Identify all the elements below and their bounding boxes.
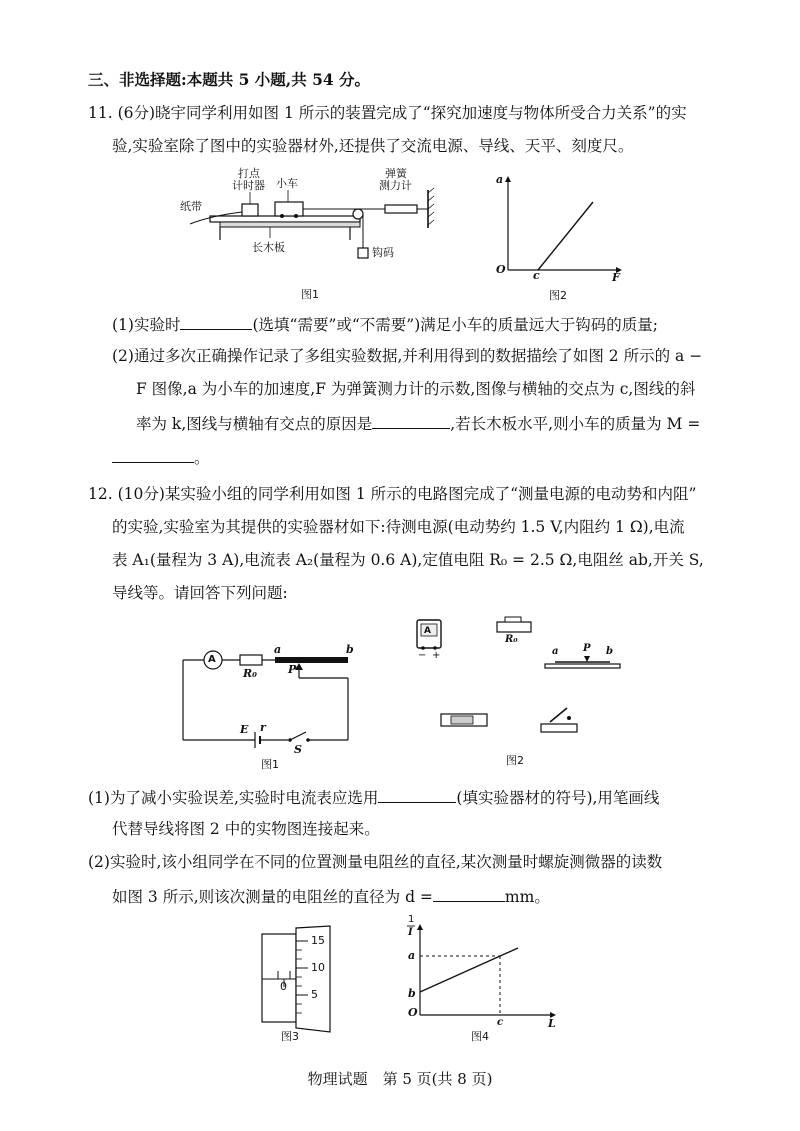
q11-part2-line1: (2)通过多次正确操作记录了多组实验数据,并利用得到的数据描绘了如图 2 所示的 a − — [112, 347, 703, 365]
q11-part1-text-a: (1)实验时 — [112, 316, 181, 334]
q11-part2-line3 — [136, 412, 700, 434]
q12-micrometer-tick-5: 5 — [311, 988, 318, 1001]
q11-label-timer-1: 打点 — [238, 167, 260, 180]
q12-fig4-y-den: I — [408, 927, 413, 938]
q12-stem-line2: 的实验,实验室为其提供的实验器材如下:待测电源(电动势约 1.5 V,内阻约 1 Ω),电流 — [112, 518, 685, 536]
q12-circuit-end-a: a — [274, 643, 282, 656]
q11-af-line — [538, 202, 593, 270]
q12-part2-text-b: mm。 — [504, 888, 550, 906]
q12-micrometer-drawing — [252, 924, 362, 1042]
q12-part2-line2 — [112, 885, 550, 907]
q11-label-spring-2: 测力计 — [379, 179, 412, 192]
q12-micrometer-tick-0: 0 — [280, 980, 287, 993]
q12-fig2-meter-a: A — [424, 626, 431, 636]
q11-label-timer-2: 计时器 — [232, 179, 265, 192]
q12-fig2-wire-p: P — [583, 643, 591, 654]
q11-fig2-origin: O — [496, 263, 506, 276]
q12-stem-line4: 导线等。请回答下列问题: — [112, 584, 288, 602]
q12-circuit-slider: P — [288, 663, 297, 676]
q11-label-weight: 钩码 — [372, 246, 394, 259]
q12-micrometer-tick-10: 10 — [311, 961, 325, 974]
q12-equipment-wire — [545, 664, 620, 668]
q12-part2-text-a: 如图 3 所示,则该次测量的电阻丝的直径为 d = — [112, 888, 433, 906]
q11-part2-text-b: ,若长木板水平,则小车的质量为 M = — [450, 415, 701, 433]
q11-stem-line2: 验,实验室除了图中的实验器材外,还提供了交流电源、导线、天平、刻度尺。 — [112, 137, 634, 155]
q12-circuit-internal-r: r — [260, 721, 266, 734]
q11-stem-line1: 11. (6分)晓宇同学利用如图 1 所示的装置完成了“探究加速度与物体所受合力关系”的实 — [88, 104, 687, 122]
q11-fig2-intercept: c — [533, 269, 540, 282]
page-footer: 物理试题 第 5 页(共 8 页) — [307, 1070, 493, 1088]
q11-af-graph — [488, 170, 628, 305]
q11-fig2-yaxis: a — [496, 173, 504, 186]
q12-micrometer-tick-15: 15 — [311, 934, 325, 947]
q12-part1-blank[interactable] — [378, 786, 456, 803]
q12-circuit-r0: R₀ — [243, 667, 257, 680]
q11-part2-blank-mass[interactable] — [112, 446, 194, 463]
q12-stem-line1: 12. (10分)某实验小组的同学利用如图 1 所示的电路图完成了“测量电源的电动势和内阻” — [88, 485, 697, 503]
q12-fig2-terminal-plus: + — [432, 650, 441, 661]
q12-part1-line1 — [88, 786, 659, 808]
q11-label-board: 长木板 — [252, 241, 285, 254]
q11-figure2-graph — [488, 170, 628, 305]
q12-circuit-ammeter: A — [208, 654, 216, 665]
q11-figure1-apparatus — [180, 168, 440, 303]
q12-fig2-terminal-minus: − — [418, 650, 427, 661]
q12-figure2-equipment — [405, 612, 635, 772]
q11-label-tape: 纸带 — [180, 200, 202, 213]
q11-part2-end: 。 — [194, 449, 210, 467]
q12-fig4-origin: O — [408, 1006, 418, 1019]
q12-equipment-drawing — [405, 612, 635, 772]
q12-circuit-end-b: b — [346, 643, 354, 656]
q12-il-line — [420, 948, 518, 992]
q11-part2-text-a: 率为 k,图线与横轴有交点的原因是 — [136, 415, 373, 433]
q12-part2-blank[interactable] — [433, 885, 505, 902]
q12-figure3-micrometer — [252, 924, 362, 1042]
q12-fig4-y-num: 1 — [408, 914, 415, 925]
q12-figure1-circuit — [180, 640, 360, 770]
q12-fig4-x-c: c — [497, 1017, 504, 1028]
section-title: 三、非选择题:本题共 5 小题,共 54 分。 — [88, 70, 371, 89]
q12-circuit-switch: S — [294, 743, 302, 756]
q11-figure2-caption: 图2 — [549, 289, 567, 302]
q11-fig2-xaxis: F — [612, 271, 620, 284]
q12-figure4-caption: 图4 — [471, 1030, 489, 1043]
q11-label-cart: 小车 — [276, 177, 298, 190]
q12-fig4-y-b: b — [408, 987, 416, 1000]
q12-circuit-emf: E — [240, 723, 249, 736]
q11-part2-line2: F 图像,a 为小车的加速度,F 为弹簧测力计的示数,图像与横轴的交点为 c,图线的斜 — [136, 380, 696, 398]
q12-part2-line1: (2)实验时,该小组同学在不同的位置测量电阻丝的直径,某次测量时螺旋测微器的读数 — [88, 853, 663, 871]
q11-part1 — [112, 313, 658, 335]
q11-label-spring-1: 弹簧 — [385, 167, 407, 180]
q12-fig4-y-a: a — [408, 949, 416, 962]
q12-part1-text-b: (填实验器材的符号),用笔画线 — [456, 789, 660, 807]
q12-part1-text-a: (1)为了减小实验误差,实验时电流表应选用 — [88, 789, 379, 807]
q12-fig2-r0: R₀ — [505, 634, 518, 645]
q12-figure3-caption: 图3 — [281, 1030, 299, 1043]
q12-fig4-x-axis: L — [548, 1017, 556, 1030]
q12-figure1-caption: 图1 — [261, 758, 279, 771]
q12-circuit-drawing — [180, 640, 360, 770]
q12-figure4-graph — [400, 910, 565, 1042]
q11-part1-text-b: (选填“需要”或“不需要”)满足小车的质量远大于钩码的质量; — [252, 316, 658, 334]
q12-fig2-wire-b: b — [606, 646, 613, 657]
q12-part1-line2: 代替导线将图 2 中的实物图连接起来。 — [112, 820, 380, 838]
q12-fig2-wire-a: a — [552, 646, 559, 657]
q12-stem-line3: 表 A₁(量程为 3 A),电流表 A₂(量程为 0.6 A),定值电阻 R₀ = 2.5 Ω,电阻丝 ab,开关 S, — [112, 551, 704, 569]
q12-equipment-r0 — [497, 622, 531, 632]
q12-figure2-caption: 图2 — [506, 754, 524, 767]
q11-part1-blank[interactable] — [180, 313, 252, 330]
q11-part2-line4 — [112, 446, 210, 468]
q12-equipment-switch — [541, 724, 577, 732]
q12-il-graph — [400, 910, 565, 1042]
q11-figure1-caption: 图1 — [301, 288, 319, 301]
q11-part2-blank-reason[interactable] — [372, 412, 450, 429]
